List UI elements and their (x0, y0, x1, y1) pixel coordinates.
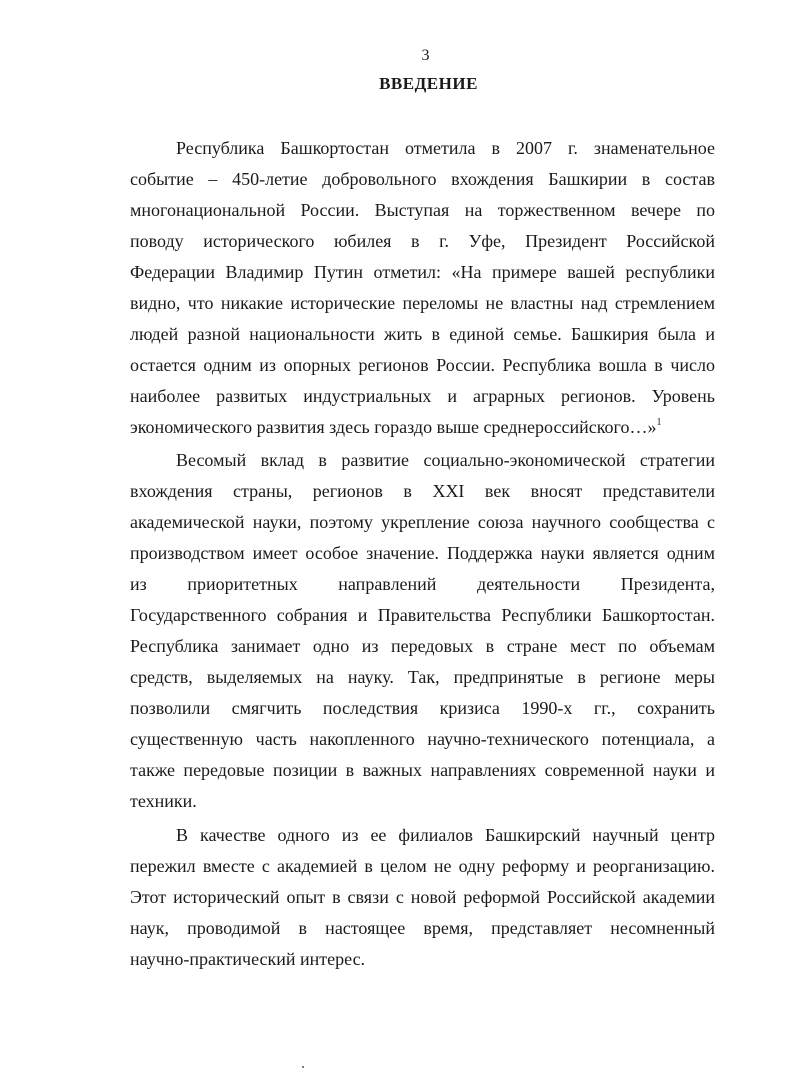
text-line: техники. (130, 791, 197, 811)
text-line: экономического развития здесь гораздо выше среднероссийского…» (130, 417, 657, 437)
text-line: также передовые позиции в важных направлениях современной науки и (130, 760, 715, 780)
text-line: людей разной национальности жить в единой семье. Башкирия была и (130, 324, 715, 344)
text-line: Федерации Владимир Путин отметил: «На примере вашей республики (130, 262, 715, 282)
text-line: Этот исторический опыт в связи с новой реформой Российской академии (130, 887, 715, 907)
text-line: вхождения страны, регионов в XXI век вносят представители (130, 481, 715, 501)
text-line: В качестве одного из ее филиалов Башкирский научный центр (176, 825, 715, 845)
text-line: средств, выделяемых на науку. Так, предпринятые в регионе меры (130, 667, 715, 687)
text-line: многонациональной России. Выступая на торжественном вечере по (130, 200, 715, 220)
text-line: Государственного собрания и Правительства Республики Башкортостан. (130, 605, 715, 625)
scan-dot (302, 1066, 304, 1068)
text-line: Республика Башкортостан отметила в 2007 г. знаменательное (176, 138, 715, 158)
text-line: Весомый вклад в развитие социально-экономической стратегии (176, 450, 715, 470)
text-line: поводу исторического юбилея в г. Уфе, Президент Российской (130, 231, 715, 251)
text-line: академической науки, поэтому укрепление союза научного сообщества с (130, 512, 715, 532)
text-line: из приоритетных направлений деятельности Президента, (130, 574, 715, 594)
text-line: Республика занимает одно из передовых в стране мест по объемам (130, 636, 715, 656)
text-line: пережил вместе с академией в целом не одну реформу и реорганизацию. (130, 856, 715, 876)
text-line: наиболее развитых индустриальных и аграрных регионов. Уровень (130, 386, 715, 406)
text-line-last (130, 414, 715, 440)
text-line: наук, проводимой в настоящее время, представляет несомненный (130, 918, 715, 938)
text-line: производством имеет особое значение. Поддержка науки является одним (130, 543, 715, 563)
text-line: видно, что никакие исторические переломы не властны над стремлением (130, 293, 715, 313)
text-line: остается одним из опорных регионов России. Республика вошла в число (130, 355, 715, 375)
text-line: событие – 450-летие добровольного вхождения Башкирии в состав (130, 169, 715, 189)
section-heading: ВВЕДЕНИЕ (379, 74, 478, 93)
text-line: научно-практический интерес. (130, 949, 366, 969)
text-line: существенную часть накопленного научно-технического потенциала, а (130, 729, 715, 749)
page-number: 3 (421, 47, 430, 64)
text-line: позволили смягчить последствия кризиса 1990-х гг., сохранить (130, 698, 715, 718)
footnote-marker: 1 (656, 417, 662, 428)
